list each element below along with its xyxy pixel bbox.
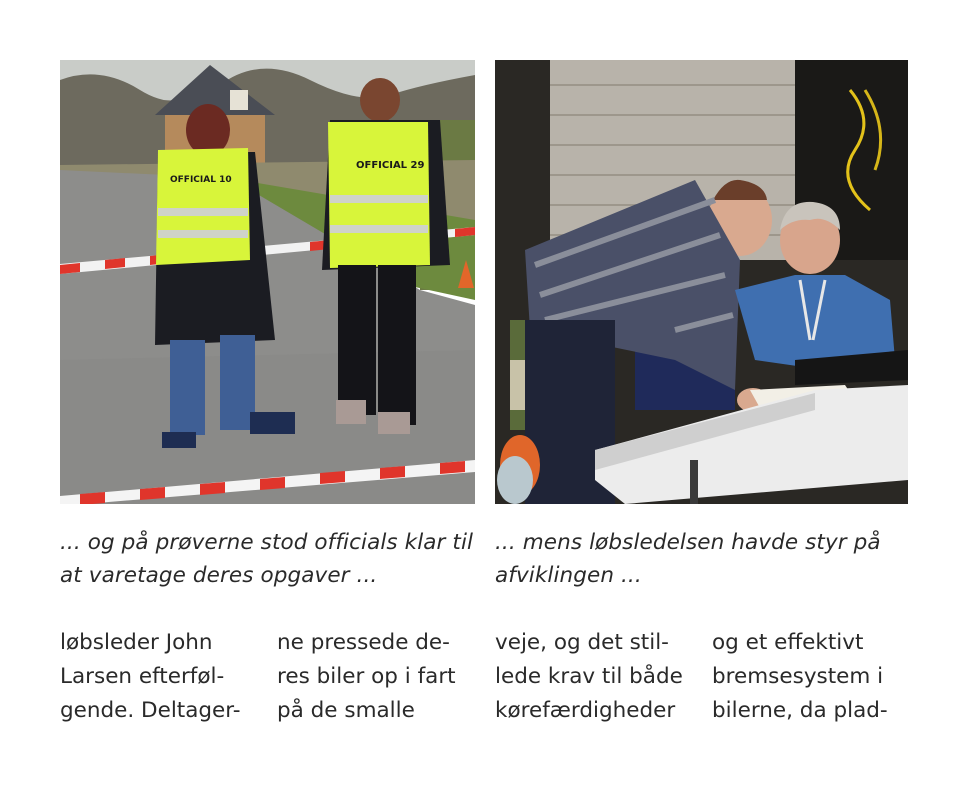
body-text-column-2: ne pressede de- res biler op i fart på de smalle xyxy=(277,630,456,723)
body-text-column-1: løbsleder John Larsen efterføl- gende. Deltager- xyxy=(60,630,241,723)
caption-left: ... og på prøverne stod officials klar til at varetage deres opgaver ... xyxy=(60,530,474,588)
vest-label-official-29: OFFICIAL 29 xyxy=(356,160,425,171)
caption-right: ... mens løbsledelsen havde styr på afviklingen ... xyxy=(495,530,881,588)
vest-label-official-10: OFFICIAL 10 xyxy=(170,175,232,185)
body-text-column-3: veje, og det stil- lede krav til både kørefærdigheder xyxy=(495,630,683,723)
photo-officials-walking xyxy=(60,60,475,504)
photo-race-management xyxy=(495,60,908,504)
body-text-column-4: og et effektivt bremsesystem i bilerne, da plad- xyxy=(712,630,888,723)
